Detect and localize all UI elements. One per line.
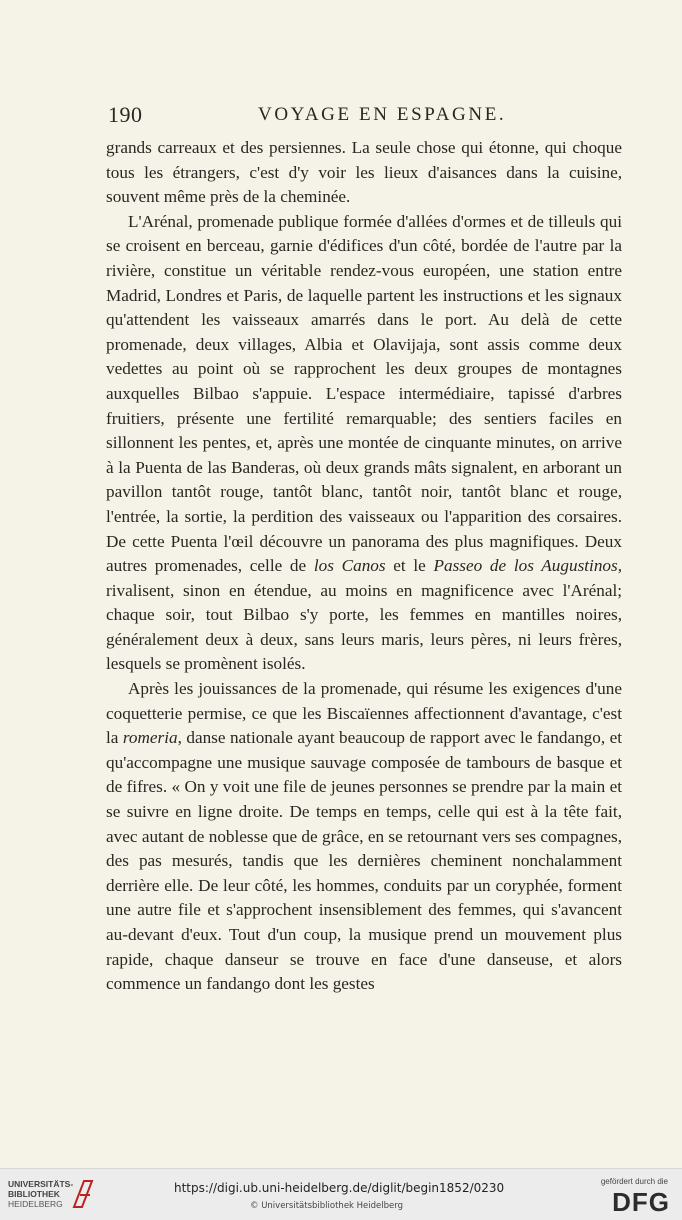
dfg-logo[interactable]: DFG <box>612 1187 670 1217</box>
library-line-3: HEIDELBERG <box>8 1199 63 1209</box>
copyright-notice: © Universitätsbibliothek Heidelberg <box>250 1201 404 1211</box>
page-header <box>108 98 628 132</box>
library-line-2: BIBLIOTHEK <box>8 1189 60 1199</box>
paragraph-1 <box>106 136 622 210</box>
italic-romeria: romeria <box>122 728 178 748</box>
italic-los-canos: los Canos <box>313 556 386 576</box>
library-emblem-icon <box>70 1177 96 1211</box>
paragraph-2 <box>106 210 622 677</box>
paragraph-3-text: Après les jouissances de la promenade, qui résume les exigences d'une coquetterie permise, ce que les Biscaïennes affectionnent d'avantage, c'est la <box>106 679 622 748</box>
page-number: 190 <box>108 102 143 127</box>
library-line-1: UNIVERSITÄTS- <box>8 1179 74 1189</box>
paragraph-3 <box>106 677 622 997</box>
italic-passeo: Passeo de los Augustinos <box>433 556 618 576</box>
footer-bar <box>0 1168 682 1220</box>
body-text <box>106 136 622 997</box>
dfg-caption: gefördert durch die <box>600 1177 668 1186</box>
paragraph-2-text: L'Arénal, promenade publique formée d'allées d'ormes et de tilleuls qui se croisent en berceau, garnie d'édifices d'un côté, bordée de l'autre par la rivière, constitue un véritable rendez-vous européen, une station entre Madrid, Londres et Paris, de laquelle partent les instructions et les signaux qu'attendent les vaisseaux amarrés dans le port. Au delà de cette promenade, deux villages, Albia et Olavijaja, sont assis comme deux vedettes au point où se rapprochent les deux groupes de montagnes auxquelles Bilbao s'appuie. L'espace intermédiaire, tapissé d'arbres fruitiers, présente une fertilité remarquable; des sentiers faciles en sillonnent les pentes, et, après une montée de cinquante minutes, on arrive à la Puenta de las Banderas, où deux grands mâts signalent, en arborant un pavillon tantôt rouge, tantôt blanc, tantôt noir, tantôt blanc et rouge, l'entrée, la sortie, la perdition des vaisseaux ou l'apparition des corsaires. De cette Puenta l'œil découvre un panorama des plus magnifiques. Deux autres promenades, celle de <box>106 211 622 576</box>
permalink-url[interactable]: https://digi.ub.uni-heidelberg.de/diglit/begin1852/0230 <box>174 1181 505 1195</box>
paragraph-2-mid: et le <box>385 556 434 576</box>
paragraph-3-tail: , danse nationale ayant beaucoup de rapport avec le fandango, et qu'accompagne une musique sauvage composée de tambours de basque et de fifres. « On y voit une file de jeunes personnes se prendre par la main et se suivre en ligne droite. De temps en temps, celle qui est à la tête fait, avec autant de noblesse que de grâce, en se retournant vers ses compagnes, des pas mesurés, tandis que les dernières cheminent nonchalamment derrière elle. De leur côté, les hommes, conduits par un coryphée, forment une autre file et s'approchent insensiblement des femmes, qui s'avancent au-devant d'eux. Tout d'un coup, la musique prend un mouvement plus rapide, chaque danseur se trouve en face d'une danseuse, et alors commence un fandango dont les gestes <box>106 728 622 994</box>
library-logo[interactable] <box>8 1179 73 1209</box>
paragraph-2-tail: , rivalisent, sinon en étendue, au moins en magnificence avec l'Arénal; chaque soir, tout Bilbao s'y porte, les femmes en mantilles noires, généralement deux à deux, sans leurs maris, leurs pères, ni leurs frères, lesquels se promènent isolés. <box>106 556 622 674</box>
running-head: VOYAGE EN ESPAGNE. <box>258 104 507 125</box>
paragraph-1-text: grands carreaux et des persiennes. La seule chose qui étonne, qui choque tous les étrangers, c'est d'y voir les lieux d'aisances dans la cuisine, souvent même près de la cheminée. <box>106 138 622 207</box>
